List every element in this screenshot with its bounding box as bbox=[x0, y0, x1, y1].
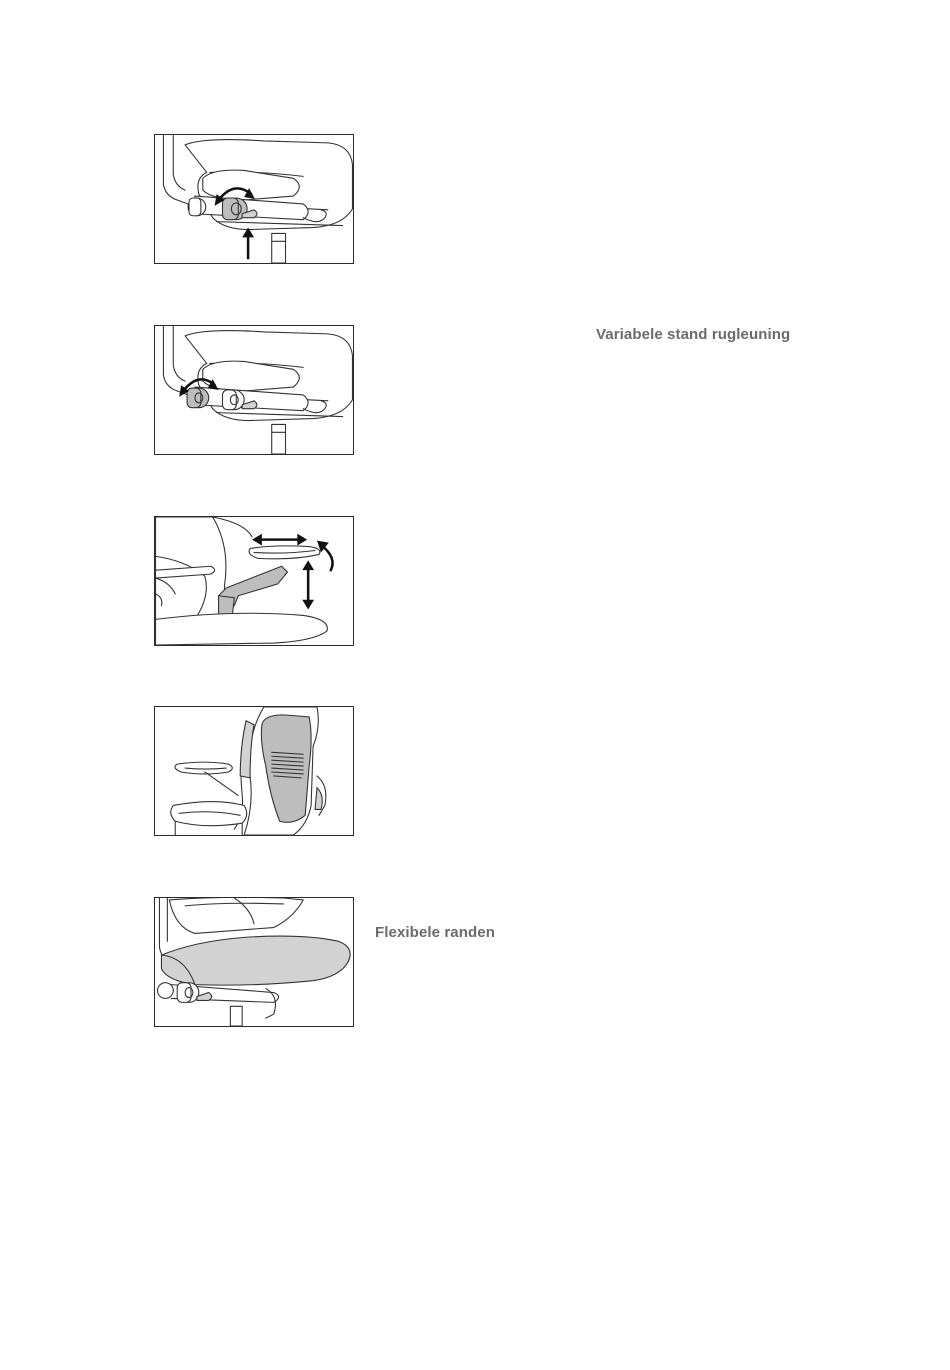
chair-armrest-adjust-illustration bbox=[154, 516, 354, 646]
chair-illustration-2 bbox=[155, 326, 353, 454]
flexible-edges-label: Flexibele randen bbox=[375, 924, 495, 941]
chair-illustration-1 bbox=[155, 135, 353, 263]
chair-flexible-seat-edge-illustration bbox=[154, 897, 354, 1027]
chair-tilt-knob-adjust-illustration bbox=[154, 325, 354, 455]
chair-seat-knob-adjust-illustration bbox=[154, 134, 354, 264]
chair-illustration-4 bbox=[155, 707, 353, 835]
variable-backrest-label: Variabele stand rugleuning bbox=[596, 326, 791, 343]
chair-illustration-3 bbox=[155, 517, 353, 645]
chair-backrest-illustration bbox=[154, 706, 354, 836]
chair-illustration-5 bbox=[155, 898, 353, 1026]
